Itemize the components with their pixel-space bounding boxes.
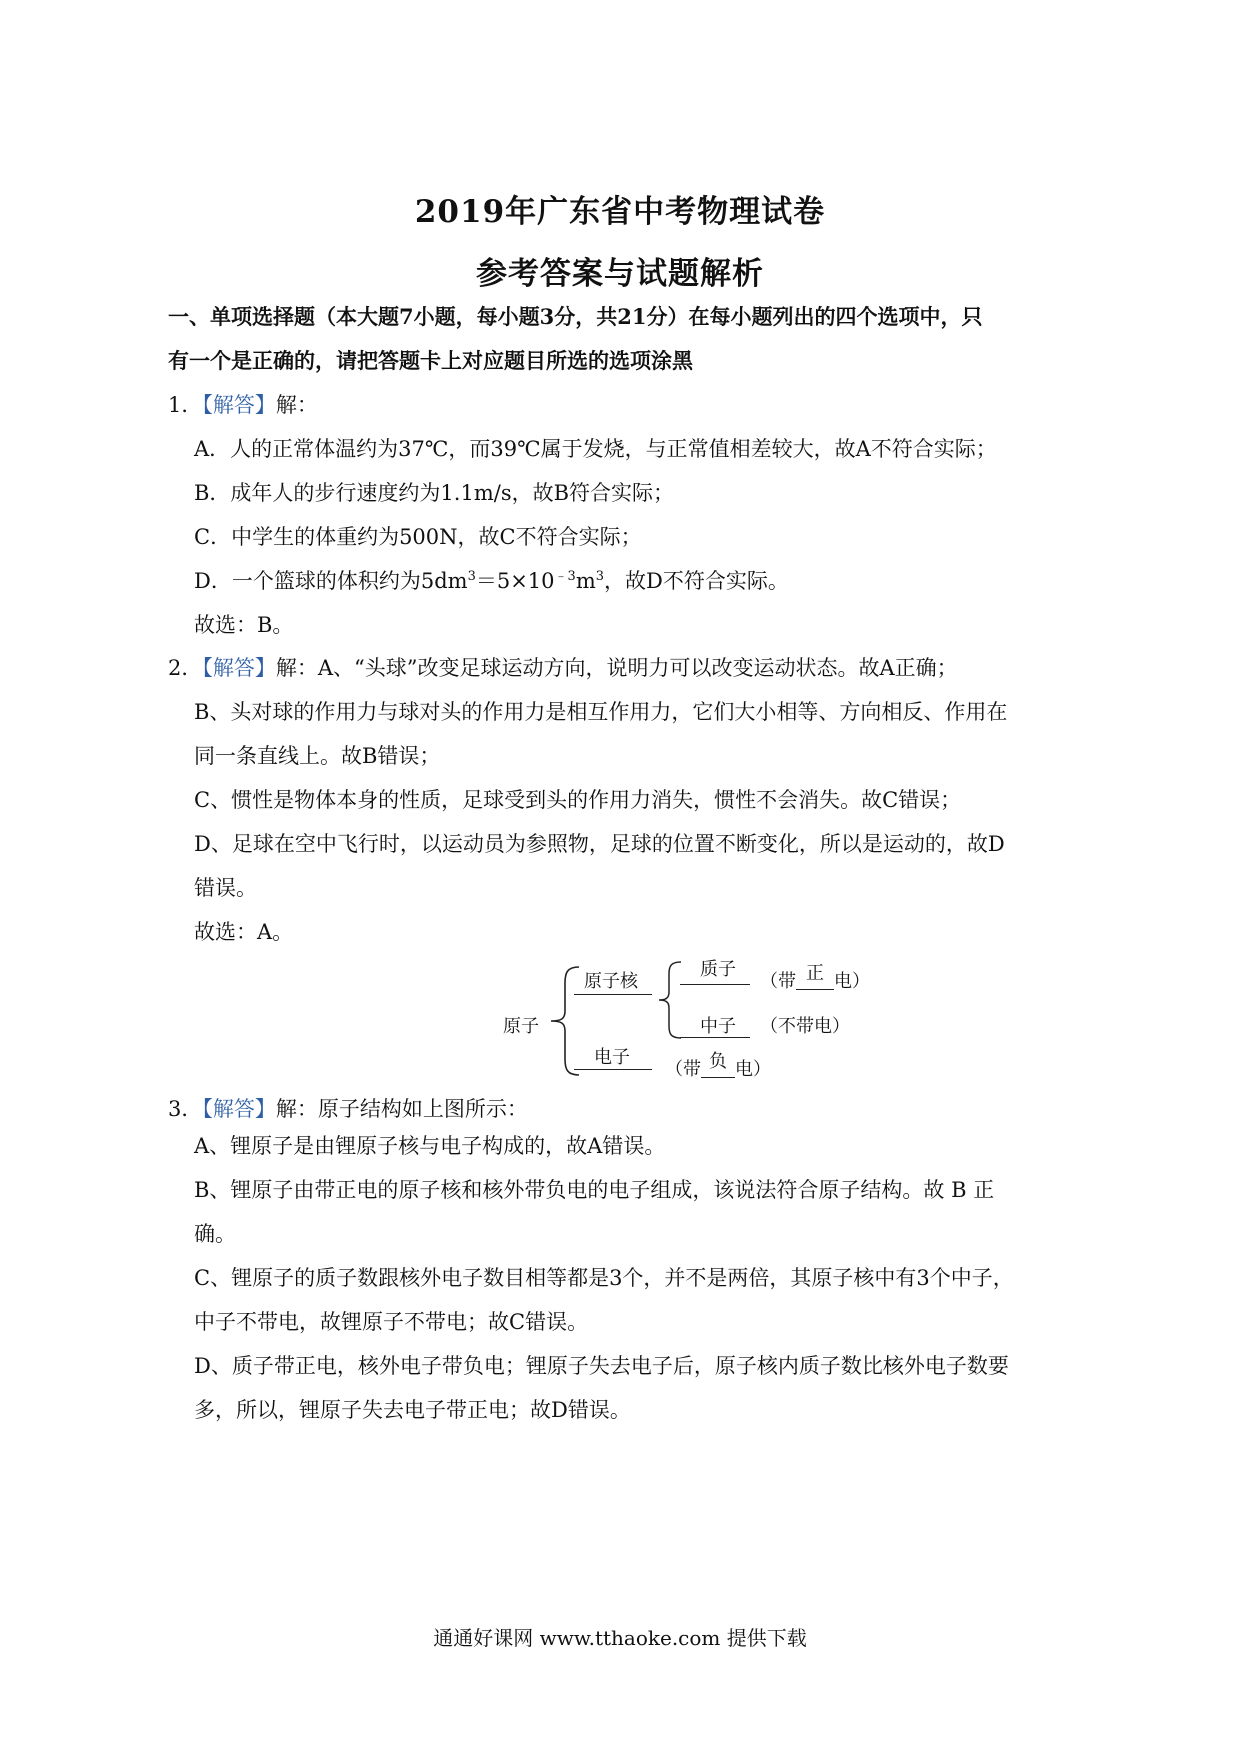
q3-c-line2: 中子不带电，故锂原子不带电；故C错误。 bbox=[194, 1310, 589, 1334]
q1-number: 1． bbox=[168, 393, 203, 417]
q1-d-text-4: ，故D不符合实际。 bbox=[604, 569, 789, 593]
q1-d-sup-3: 3 bbox=[595, 569, 605, 584]
q1-lead: 解： bbox=[275, 393, 318, 417]
q1-header bbox=[168, 390, 318, 420]
q2-number: 2． bbox=[168, 656, 203, 680]
q1-d-sup-1: 3 bbox=[467, 569, 476, 584]
proton-charge-suffix: 电） bbox=[834, 971, 870, 992]
atom-label: 原子 bbox=[503, 1016, 539, 1037]
q3-number: 3． bbox=[168, 1097, 203, 1121]
electron-underline bbox=[574, 1069, 652, 1070]
neutron-underline bbox=[680, 1037, 750, 1038]
neutron-label: 中子 bbox=[700, 1016, 736, 1037]
nucleus-label: 原子核 bbox=[584, 971, 638, 992]
proton-underline bbox=[680, 984, 750, 985]
q1-d-text-3: m bbox=[575, 569, 596, 593]
q3-a: A、锂原子是由锂原子核与电子构成的，故A错误。 bbox=[194, 1134, 666, 1158]
q1-d-text-1: D．一个篮球的体积约为5dm bbox=[194, 569, 468, 593]
section-heading-line1: 一、单项选择题（本大题7小题，每小题3分，共21分）在每小题列出的四个选项中，只 bbox=[168, 304, 983, 329]
q3-d-line2: 多，所以，锂原子失去电子带正电；故D错误。 bbox=[194, 1398, 631, 1422]
page-subtitle: 参考答案与试题解析 bbox=[476, 256, 764, 292]
electron-charge-suffix: 电） bbox=[735, 1059, 771, 1080]
electron-charge-answer: 负 bbox=[709, 1051, 727, 1072]
q2-header bbox=[168, 653, 958, 683]
q1-answer: 故选：B。 bbox=[194, 613, 294, 637]
q2-b-line1: B、头对球的作用力与球对头的作用力是相互作用力，它们大小相等、方向相反、作用在 bbox=[194, 700, 1008, 724]
q3-header bbox=[168, 1094, 528, 1124]
q2-c: C、惯性是物体本身的性质，足球受到头的作用力消失，惯性不会消失。故C错误； bbox=[194, 788, 962, 812]
proton-label: 质子 bbox=[700, 959, 736, 980]
q2-d-line2: 错误。 bbox=[194, 876, 257, 900]
q3-d-line1: D、质子带正电，核外电子带负电；锂原子失去电子后，原子核内质子数比核外电子数要 bbox=[194, 1354, 1009, 1378]
q1-d-text-2: ＝5×10 bbox=[475, 569, 555, 593]
electron-label: 电子 bbox=[594, 1047, 630, 1068]
proton-charge-fill bbox=[796, 963, 834, 993]
q1-option-d bbox=[194, 566, 789, 596]
neutron-charge: （不带电） bbox=[760, 1016, 850, 1037]
q2-b-line2: 同一条直线上。故B错误； bbox=[194, 744, 441, 768]
outer-brace bbox=[545, 965, 585, 1077]
nucleus-underline bbox=[574, 994, 652, 995]
page-title: 2019年广东省中考物理试卷 bbox=[414, 194, 826, 230]
q1-option-a: A．人的正常体温约为37℃，而39℃属于发烧，与正常值相差较大，故A不符合实际； bbox=[194, 437, 997, 461]
proton-charge-blank bbox=[796, 989, 834, 990]
proton-charge-answer: 正 bbox=[806, 963, 824, 984]
electron-charge-blank bbox=[701, 1077, 735, 1078]
inner-brace bbox=[655, 960, 685, 1040]
section-heading-line2: 有一个是正确的，请把答题卡上对应题目所选的选项涂黑 bbox=[168, 348, 693, 373]
q1-option-b: B．成年人的步行速度约为1.1m/s，故B符合实际； bbox=[194, 481, 675, 505]
q3-c-line1: C、锂原子的质子数跟核外电子数目相等都是3个，并不是两倍，其原子核中有3个中子， bbox=[194, 1266, 1014, 1290]
q3-b-line1: B、锂原子由带正电的原子核和核外带负电的电子组成，该说法符合原子结构。故 B 正 bbox=[194, 1178, 995, 1202]
q2-d-line1: D、足球在空中飞行时，以运动员为参照物，足球的位置不断变化，所以是运动的，故D bbox=[194, 832, 1005, 856]
q3-answer-tag: 【解答】 bbox=[202, 1097, 276, 1121]
electron-charge-prefix: （带 bbox=[665, 1059, 701, 1080]
proton-charge-prefix: （带 bbox=[760, 971, 796, 992]
electron-charge-fill bbox=[701, 1051, 735, 1081]
q2-lead: 解：A、“头球”改变足球运动方向，说明力可以改变运动状态。故A正确； bbox=[275, 656, 958, 680]
proton-charge bbox=[760, 963, 870, 993]
page-footer: 通通好课网 www.tthaoke.com 提供下载 bbox=[433, 1626, 807, 1650]
q2-answer-tag: 【解答】 bbox=[202, 656, 276, 680]
q1-d-sup-2: ﹣3 bbox=[554, 569, 576, 584]
electron-charge bbox=[665, 1051, 771, 1081]
q3-lead: 解：原子结构如上图所示： bbox=[275, 1097, 528, 1121]
q2-answer: 故选：A。 bbox=[194, 920, 294, 944]
q1-option-c: C．中学生的体重约为500N，故C不符合实际； bbox=[194, 525, 642, 549]
q1-answer-tag: 【解答】 bbox=[202, 393, 276, 417]
q3-b-line2: 确。 bbox=[194, 1222, 236, 1246]
